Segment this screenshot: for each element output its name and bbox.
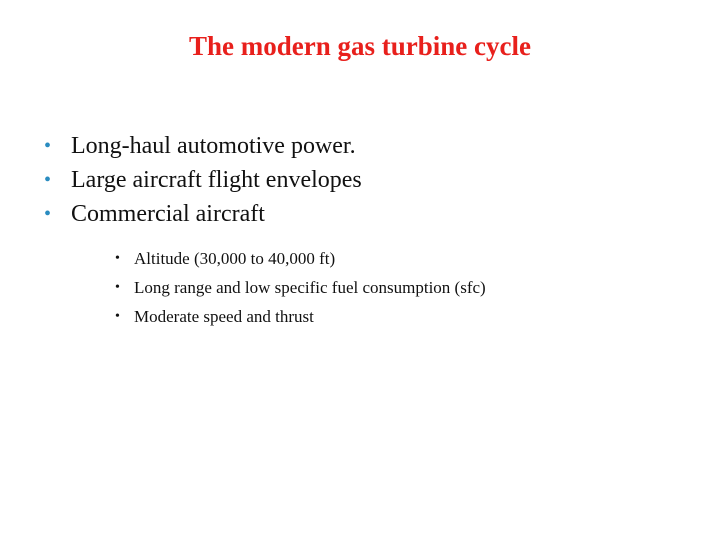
bullet-marker: • — [44, 169, 52, 191]
bullet-text: Large aircraft flight envelopes — [71, 167, 362, 193]
sub-bullet-marker: • — [115, 280, 120, 295]
sub-bullet-item — [115, 244, 486, 273]
bullet-marker: • — [44, 203, 52, 225]
sub-bullet-list — [115, 244, 486, 331]
bullet-text: Commercial aircraft — [71, 201, 265, 227]
sub-bullet-text: Altitude (30,000 to 40,000 ft) — [134, 249, 336, 268]
sub-bullet-text: Long range and low specific fuel consumption (sfc) — [134, 278, 486, 297]
sub-bullet-text: Moderate speed and thrust — [134, 307, 314, 326]
bullet-marker: • — [44, 135, 52, 157]
sub-bullet-item — [115, 302, 486, 331]
bullet-list — [44, 129, 362, 231]
sub-bullet-item — [115, 273, 486, 302]
bullet-text: Long-haul automotive power. — [71, 133, 356, 159]
slide-title: The modern gas turbine cycle — [189, 31, 531, 61]
bullet-item — [44, 197, 362, 231]
sub-bullet-marker: • — [115, 251, 120, 266]
sub-bullet-marker: • — [115, 309, 120, 324]
bullet-item — [44, 129, 362, 163]
bullet-item — [44, 163, 362, 197]
